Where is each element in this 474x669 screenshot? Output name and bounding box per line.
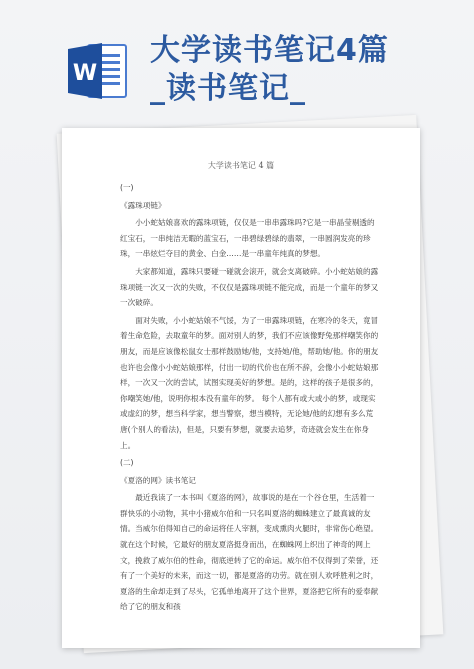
word-icon (66, 39, 130, 103)
section-marker: (一) (120, 183, 134, 192)
banner-title-line1: 大学读书笔记4篇 (150, 33, 389, 68)
document-page (62, 128, 420, 648)
section-book-title: 《露珠项链》 (120, 200, 166, 210)
paragraph: 小小蛇姑娘喜欢的露珠项链，仅仅是一串串露珠吗?它是一串晶莹剔透的红宝石，一串纯洁无暇的蓝宝石，一串碧绿碧绿的翡翠，一串圆润发亮的珍珠，一串炫烂夺目的黄金、白金……是一串童年纯真的梦想。 (120, 218, 375, 259)
banner-title (150, 32, 470, 108)
paragraph: 最近我读了一本书叫《夏洛的网》，故事说的是在一个谷仓里，生活着一群快乐的小动物，其中小猪威尔伯和一只名叫夏洛的蜘蛛建立了最真诚的友情。当威尔伯得知自己的命运将任人宰割，变成熏肉火腿时，非常伤心绝望。就在这个时候，它最好的朋友夏洛挺身而出，在蜘蛛网上织出了神奇的网上文，挽救了威尔伯的性命，彻底逆转了它的命运。威尔伯不仅得到了荣誉，还有了一个美好的未来，而这一切，都是夏洛的功劳。就在别人欢呼胜利之时，夏洛的生命却走到了尽头，它孤单地离开了这个世界，夏洛把它所有的爱奉献给了它的朋友和孩 (120, 493, 379, 612)
banner-title-line2: _读书笔记_ (150, 71, 306, 106)
paragraph: 大家都知道，露珠只要碰一碰就会滚开，就会支离破碎。小小蛇姑娘的露珠项链一次又一次的失败，不仅仅是露珠项链不能完成，而是一个童年的梦又一次破碎。 (120, 266, 379, 308)
section-marker: (二) (120, 458, 134, 468)
section-book-title: 《夏洛的网》读书笔记 (120, 475, 196, 485)
paragraph: 面对失败，小小蛇姑娘不气馁，为了一串露珠项链，在寒冷的冬天，竟冒着生命危险，去取童年的梦。面对别人的梦，我们不应该像野兔那样嘲笑你的朋友，而是应该像松鼠女士那样鼓励她/他，支持她/他，帮助她/他。你的朋友也许也会像小小蛇姑娘那样，付出一切的代价也在所不辞，会像小小蛇姑娘那样，一次又一次的尝试，试图实现美好的梦想。是的，这样的孩子是很多的，你嘲笑她/他，说明你根本没有童年的梦。 每个人都有或大或小的梦，或现实或虚幻的梦，想当科学家，想当警察，想当模特，无论她/他的幻想有多么荒唐(个别人的看法)，但是，只要有梦想，就要去追梦，奇迹就会发生在你身上。 (120, 315, 379, 450)
svg-text:W: W (72, 61, 98, 86)
document-body (120, 180, 380, 617)
document-title: 大学读书笔记 4 篇 (207, 161, 275, 170)
